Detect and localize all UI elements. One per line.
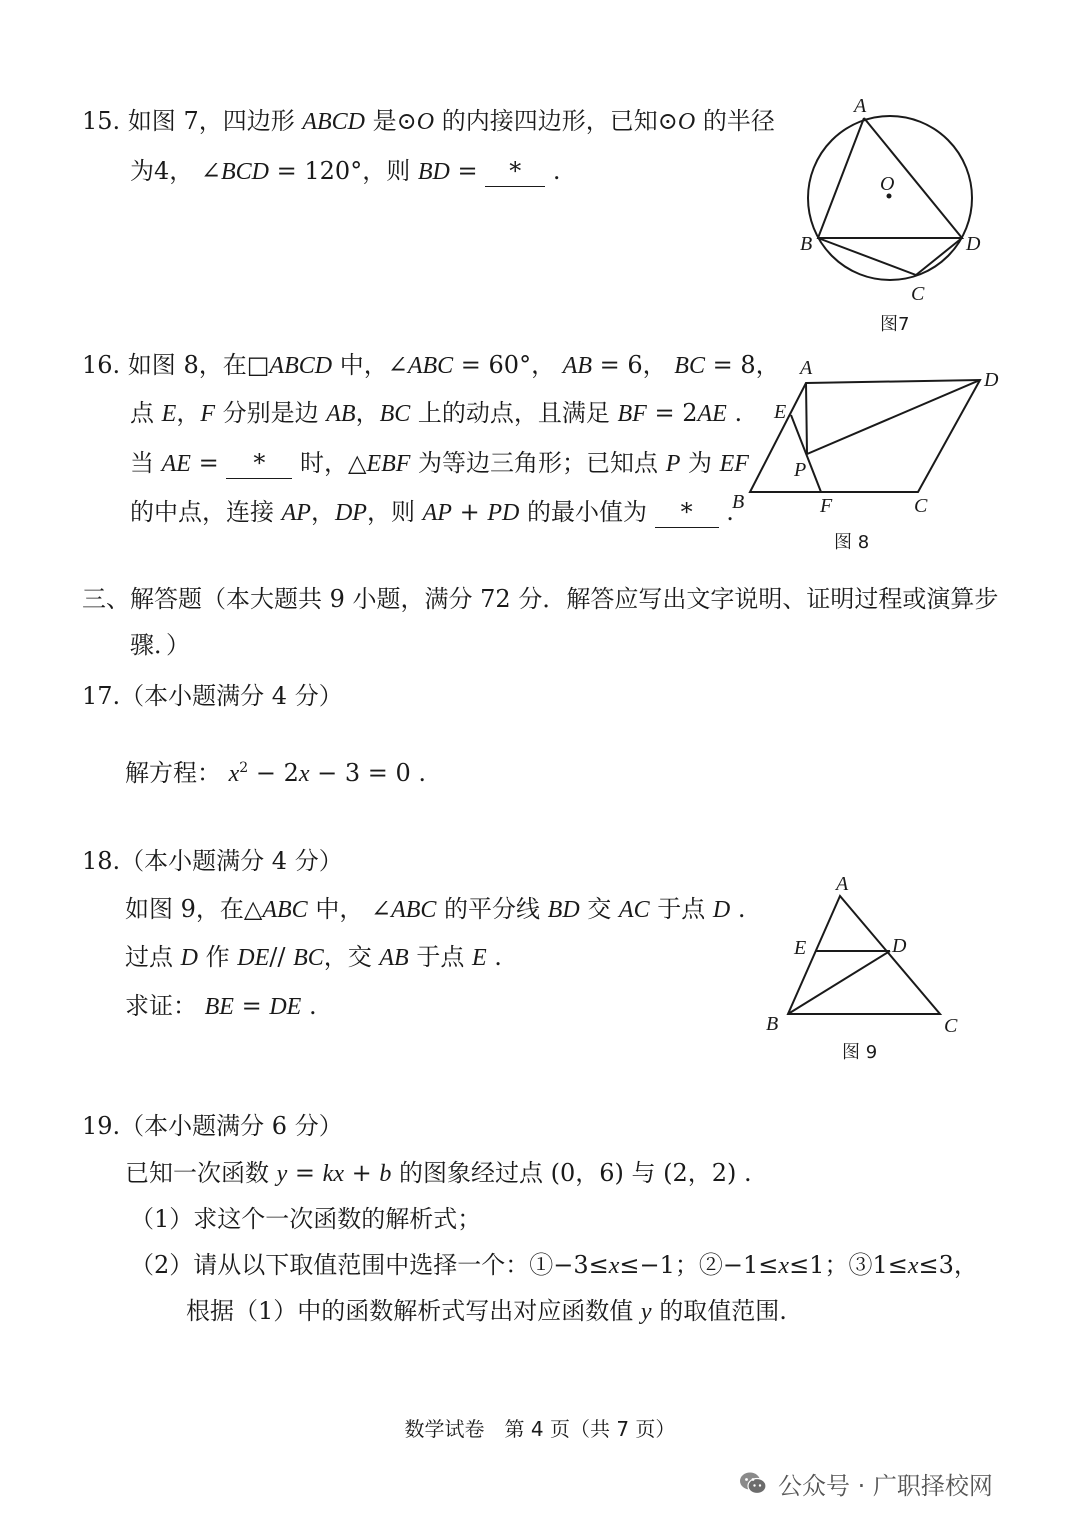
q18-line2: 过点 D 作 DE// BC，交 AB 于点 E .	[125, 943, 502, 971]
watermark-text: 公众号 · 广职择校网	[778, 1471, 993, 1500]
fig7-caption: 图7	[880, 314, 910, 335]
fig9-caption: 图 9	[842, 1042, 878, 1063]
section3-heading: 三、解答题（本大题共 9 小题，满分 72 分．解答应写出文字说明、证明过程或演算步	[82, 585, 999, 613]
watermark	[738, 1466, 993, 1500]
q17-body: 解方程： $x^2 - 2x - 3 = 0$ .	[125, 759, 427, 787]
fig8-caption: 图 8	[834, 532, 870, 553]
fig7-label-c: C	[911, 283, 925, 305]
q16-line4: 的中点，连接 AP，DP，则 AP + PD 的最小值为 * .	[130, 498, 734, 526]
fig8-label-c: C	[914, 495, 928, 517]
fig8-label-d: D	[984, 369, 999, 391]
figure-8	[720, 352, 1020, 562]
q19-line1: 已知一次函数 y = kx + b 的图象经过点 (0，6) 与 (2，2) .	[125, 1159, 752, 1187]
page-footer: 数学试卷 第 4 页（共 7 页）	[404, 1417, 676, 1441]
q19-header: 19.（本小题满分 6 分）	[82, 1112, 343, 1140]
q18-line3: 求证： BE = DE .	[125, 992, 317, 1020]
fig7-label-d: D	[966, 233, 981, 255]
wechat-icon	[738, 1468, 768, 1498]
q19-line3: （2）请从以下取值范围中选择一个：①−3≤x≤−1；②−1≤x≤1；③1≤x≤3，	[130, 1251, 978, 1279]
fig8-label-a: A	[800, 357, 813, 379]
fig9-label-b: B	[766, 1013, 779, 1035]
fig8-label-e: E	[774, 401, 787, 423]
fig7-label-o: O	[880, 173, 895, 195]
figure-7	[790, 88, 990, 338]
q16-answer-blank-1: *	[226, 448, 292, 479]
fig9-label-d: D	[892, 935, 907, 957]
fig8-label-p: P	[794, 459, 807, 481]
figure-9	[756, 868, 976, 1068]
fig8-label-f: F	[820, 495, 833, 517]
section3-heading-cont: 骤．）	[130, 631, 190, 659]
q16-line3: 当 AE = * 时，△EBF 为等边三角形；已知点 P 为 EF	[130, 449, 749, 477]
fig7-label-b: B	[800, 233, 813, 255]
fig9-label-c: C	[944, 1015, 958, 1037]
q18-line1: 如图 9，在△ABC 中， ∠ABC 的平分线 BD 交 AC 于点 D .	[125, 895, 746, 923]
q16-line1: 16. 如图 8，在□ABCD 中，∠ABC = 60°， AB = 6， BC = 8，	[82, 351, 780, 379]
fig8-label-b: B	[732, 491, 745, 513]
q15-line1: 15. 如图 7，四边形 ABCD 是⊙O 的内接四边形，已知⊙O 的半径	[82, 107, 775, 135]
q19-line2: （1）求这个一次函数的解析式；	[130, 1205, 482, 1233]
fig9-label-a: A	[836, 873, 849, 895]
q15-answer-blank: *	[485, 156, 545, 187]
q16-line2: 点 E，F 分别是边 AB，BC 上的动点，且满足 BF = 2AE .	[130, 399, 743, 427]
q18-header: 18.（本小题满分 4 分）	[82, 847, 343, 875]
q19-line4: 根据（1）中的函数解析式写出对应函数值 y 的取值范围.	[186, 1297, 787, 1325]
fig9-label-e: E	[794, 937, 807, 959]
q16-answer-blank-2: *	[655, 497, 719, 528]
q15-line2: 为4， ∠BCD = 120°，则 BD = * .	[130, 157, 561, 185]
q17-header: 17.（本小题满分 4 分）	[82, 682, 343, 710]
fig7-label-a: A	[854, 95, 867, 117]
